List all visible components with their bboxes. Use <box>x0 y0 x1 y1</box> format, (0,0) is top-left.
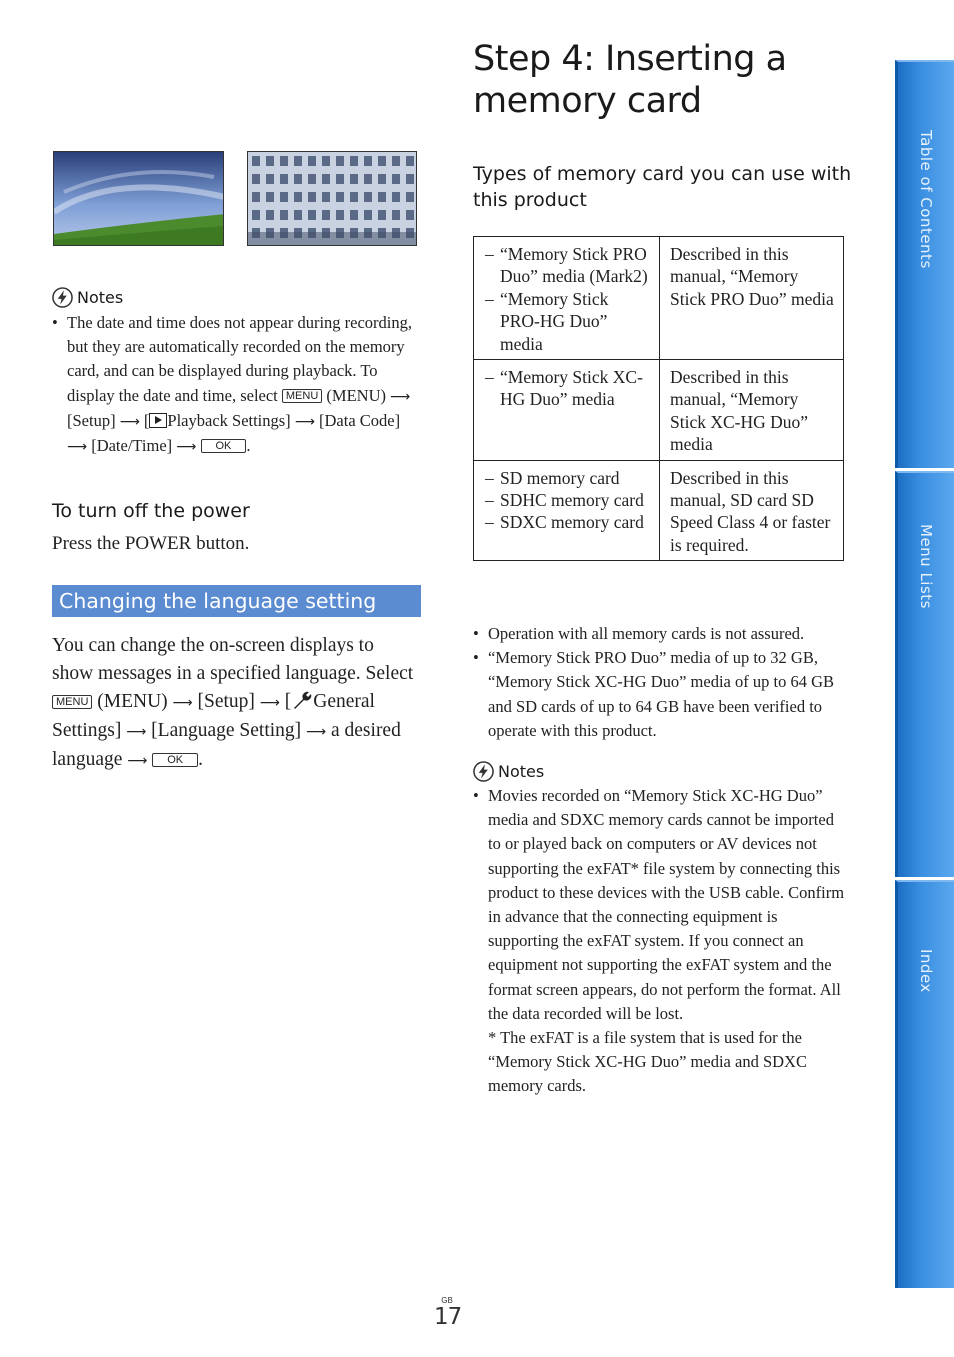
tab-menu-lists[interactable] <box>895 471 954 877</box>
arrow-icon: ⟶ <box>176 439 197 456</box>
list-item: • Operation with all memory cards is not assured. <box>473 622 845 646</box>
list-item: • “Memory Stick PRO Duo” media of up to 32 GB, “Memory Stick XC-HG Duo” media of up to 64 GB and SD cards of up to 64 GB have been verified to operate with this product. <box>473 646 845 743</box>
title-line-1: Step 4: Inserting a <box>473 39 787 79</box>
table-row <box>474 237 844 360</box>
table-row <box>474 460 844 561</box>
region-code: GB <box>441 1296 453 1305</box>
arrow-icon: ⟶ <box>126 724 147 740</box>
arrow-icon: ⟶ <box>294 413 315 430</box>
page-title <box>473 38 873 122</box>
language-setting-text: [Language Setting] <box>151 720 302 741</box>
power-text: Press the POWER button. <box>52 533 250 554</box>
footnote: * The exFAT is a file system that is used for the “Memory Stick XC-HG Duo” media and SDXC memory cards. <box>488 1028 807 1096</box>
page-number <box>434 1296 460 1329</box>
note-left-list <box>52 311 414 459</box>
table-row <box>474 360 844 461</box>
notes-heading-right <box>473 761 544 782</box>
arrow-icon: ⟶ <box>127 753 148 769</box>
playback-settings-text: Playback Settings] <box>167 410 291 430</box>
select-text: Select <box>365 663 414 684</box>
types-heading: Types of memory card you can use with this product <box>473 163 852 211</box>
notes-heading-left <box>52 287 123 308</box>
card-type: – “Memory Stick PRO-HG Duo” media <box>485 288 651 355</box>
tab-label: Menu Lists <box>917 523 935 609</box>
card-type: – SDHC memory card <box>485 489 651 511</box>
wrench-icon <box>291 690 313 710</box>
desired-language-text: a desired language <box>52 720 401 770</box>
menu-button-icon: MENU <box>52 695 92 709</box>
ok-button-icon: OK <box>201 439 247 453</box>
memory-card-table <box>473 236 844 561</box>
language-intro: You can change the on-screen displays to show messages in a specified language. <box>52 635 374 684</box>
setup-text: [Setup] <box>197 691 255 712</box>
card-description-cell: Described in this manual, SD card SD Speed Class 4 or faster is required. <box>660 460 844 561</box>
arrow-icon: ⟶ <box>67 439 88 456</box>
menu-text: (MENU) <box>97 691 168 712</box>
arrow-icon: ⟶ <box>119 413 140 430</box>
card-type: – “Memory Stick PRO Duo” media (Mark2) <box>485 243 651 288</box>
ok-button-icon: OK <box>152 753 198 767</box>
notes-label: Notes <box>77 288 124 307</box>
card-types-cell <box>474 460 660 561</box>
playback-icon <box>149 413 167 428</box>
page-number-value: 17 <box>434 1304 462 1330</box>
title-line-2: memory card <box>473 81 702 121</box>
note-right-text: Movies recorded on “Memory Stick XC-HG Duo” media and SDXC memory cards cannot be imported to or played back on computers or AV devices not supporting the exFAT* file system by connecting this product to these devices with the USB cable. Confirm in advance that the connecting equipment is supporting the exFAT system. If you connect an equipment not supporting the exFAT system and the format screen appears, do not perform the format. All the data recorded will be lost. <box>488 786 845 1023</box>
card-type: – SDXC memory card <box>485 511 651 533</box>
menu-button-icon: MENU <box>282 389 322 403</box>
card-type: – SD memory card <box>485 467 651 489</box>
general-settings-text: General Settings] <box>52 691 375 741</box>
note-left-item: • The date and time does not appear during recording, but they are automatically recorded on the memory card, and can be displayed during playback. To display the date and time, select MENU (MENU) ⟶ [Setup] ⟶ [ Playback Settings] ⟶ [Data Code] ⟶ [Date/Time] ⟶ OK . <box>52 311 414 459</box>
setup-text: [Setup] <box>67 410 116 430</box>
tab-table-of-contents[interactable] <box>895 60 954 468</box>
menu-text: (MENU) <box>326 385 386 405</box>
notes-icon <box>473 761 494 782</box>
data-code-text: [Data Code] <box>319 410 401 430</box>
tab-index[interactable] <box>895 880 954 1288</box>
card-bullets <box>473 622 845 743</box>
note-right-list <box>473 784 845 1099</box>
card-description-cell: Described in this manual, “Memory Stick PRO Duo” media <box>660 237 844 360</box>
date-time-text: [Date/Time] <box>91 436 173 456</box>
language-section-heading: Changing the language setting <box>52 585 421 617</box>
tab-label: Table of Contents <box>917 129 935 269</box>
notes-icon <box>52 287 73 308</box>
list-item <box>473 784 845 1099</box>
card-type: – “Memory Stick XC-HG Duo” media <box>485 366 651 411</box>
card-types-cell <box>474 237 660 360</box>
arrow-icon: ⟶ <box>259 695 280 711</box>
language-text: You can change the on-screen displays to show messages in a specified language. Select MENU (MENU) ⟶ [Setup] ⟶ [ General Settings] ⟶ [Language Setting] ⟶ a desired language ⟶ OK . <box>52 635 414 770</box>
notes-label: Notes <box>498 762 545 781</box>
power-heading: To turn off the power <box>52 500 250 522</box>
arrow-icon: ⟶ <box>390 388 411 405</box>
sky-photo <box>53 151 224 246</box>
card-description-cell: Described in this manual, “Memory Stick XC-HG Duo” media <box>660 360 844 461</box>
arrow-icon: ⟶ <box>306 724 327 740</box>
card-types-cell <box>474 360 660 461</box>
tab-label: Index <box>917 949 935 993</box>
building-photo <box>247 151 417 246</box>
note-left-text: The date and time does not appear during recording, but they are automatically recorded on the memory card, and can be displayed during playback. To display the date and time, select <box>67 313 413 405</box>
arrow-icon: ⟶ <box>172 695 193 711</box>
